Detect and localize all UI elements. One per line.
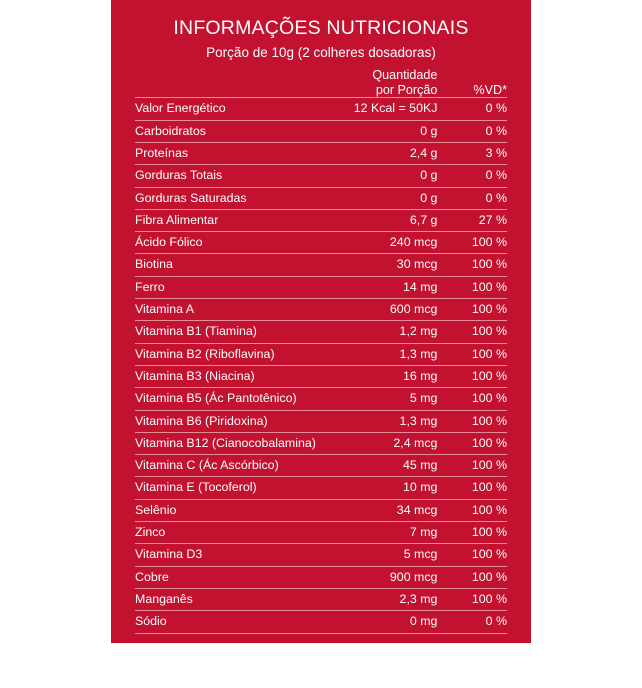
nutrient-quantity: 1,3 mg	[316, 343, 438, 365]
nutrient-quantity: 1,3 mg	[316, 410, 438, 432]
nutrient-daily-value: 100 %	[437, 588, 507, 610]
header-quantity	[316, 68, 438, 97]
nutrition-table-head	[135, 68, 507, 97]
nutrient-name: Vitamina B3 (Niacina)	[135, 365, 316, 387]
panel-title: INFORMAÇÕES NUTRICIONAIS	[173, 17, 469, 39]
table-row	[135, 499, 507, 521]
nutrient-name: Sódio	[135, 611, 316, 633]
nutrient-daily-value: 0 %	[437, 165, 507, 187]
nutrient-name: Vitamina A	[135, 299, 316, 321]
nutrient-quantity: 1,2 mg	[316, 321, 438, 343]
nutrient-quantity: 900 mcg	[316, 566, 438, 588]
table-row	[135, 209, 507, 231]
table-row	[135, 611, 507, 633]
nutrient-quantity: 30 mcg	[316, 254, 438, 276]
table-row	[135, 299, 507, 321]
nutrient-daily-value: 100 %	[437, 299, 507, 321]
table-row	[135, 187, 507, 209]
daily-value-footnote: *% Valores diários com base em uma dieta de 2000Kcal ou 8400Kj. Seus valores diários podem ser maiores ou menores dependendo de suas necessidades energéticas.	[135, 644, 499, 687]
nutrient-daily-value: 0 %	[437, 120, 507, 142]
table-row	[135, 98, 507, 120]
table-row	[135, 432, 507, 454]
nutrient-name: Zinco	[135, 522, 316, 544]
nutrient-daily-value: 0 %	[437, 187, 507, 209]
nutrient-daily-value: 27 %	[437, 209, 507, 231]
nutrient-name: Vitamina D3	[135, 544, 316, 566]
nutrient-quantity: 2,4 g	[316, 142, 438, 164]
nutrient-quantity: 5 mcg	[316, 544, 438, 566]
nutrient-name: Vitamina C (Ác Ascórbico)	[135, 455, 316, 477]
nutrient-daily-value: 100 %	[437, 499, 507, 521]
nutrition-table-body	[135, 98, 507, 633]
table-row	[135, 276, 507, 298]
nutrient-name: Ferro	[135, 276, 316, 298]
table-row	[135, 165, 507, 187]
nutrient-quantity: 0 g	[316, 165, 438, 187]
nutrition-table-wrapper	[111, 62, 531, 633]
table-row	[135, 142, 507, 164]
nutrient-name: Vitamina B5 (Ác Pantotênico)	[135, 388, 316, 410]
table-row	[135, 588, 507, 610]
nutrient-quantity: 0 g	[316, 120, 438, 142]
header-quantity-line1: Quantidade	[372, 68, 438, 83]
table-row	[135, 232, 507, 254]
header-nutrient	[135, 68, 316, 97]
nutrient-name: Gorduras Totais	[135, 165, 316, 187]
nutrient-quantity: 7 mg	[316, 522, 438, 544]
nutrient-daily-value: 100 %	[437, 343, 507, 365]
table-row	[135, 566, 507, 588]
nutrient-name: Manganês	[135, 588, 316, 610]
nutrient-quantity: 6,7 g	[316, 209, 438, 231]
table-row	[135, 455, 507, 477]
nutrient-name: Selênio	[135, 499, 316, 521]
serving-size-text: Porção de 10g (2 colheres dosadoras)	[206, 45, 436, 61]
nutrient-quantity: 0 mg	[316, 611, 438, 633]
nutrient-daily-value: 100 %	[437, 566, 507, 588]
nutrient-quantity: 240 mcg	[316, 232, 438, 254]
nutrient-daily-value: 3 %	[437, 142, 507, 164]
nutrient-name: Vitamina B6 (Piridoxina)	[135, 410, 316, 432]
nutrient-name: Vitamina B12 (Cianocobalamina)	[135, 432, 316, 454]
table-row	[135, 254, 507, 276]
nutrient-daily-value: 0 %	[437, 611, 507, 633]
nutrient-daily-value: 100 %	[437, 522, 507, 544]
nutrient-quantity: 12 Kcal = 50KJ	[316, 98, 438, 120]
nutrient-daily-value: 100 %	[437, 388, 507, 410]
nutrient-daily-value: 100 %	[437, 276, 507, 298]
nutrient-name: Vitamina B2 (Riboflavina)	[135, 343, 316, 365]
header-daily-value: %VD*	[473, 82, 507, 97]
table-row	[135, 477, 507, 499]
nutrient-daily-value: 100 %	[437, 410, 507, 432]
table-row	[135, 410, 507, 432]
nutrient-name: Gorduras Saturadas	[135, 187, 316, 209]
table-row	[135, 544, 507, 566]
table-row	[135, 388, 507, 410]
header-quantity-line2: por Porção	[375, 82, 438, 97]
nutrient-daily-value: 100 %	[437, 544, 507, 566]
nutrient-quantity: 45 mg	[316, 455, 438, 477]
nutrient-name: Cobre	[135, 566, 316, 588]
nutrient-quantity: 10 mg	[316, 477, 438, 499]
table-row	[135, 321, 507, 343]
nutrient-daily-value: 100 %	[437, 432, 507, 454]
nutrient-quantity: 2,4 mcg	[316, 432, 438, 454]
nutrient-daily-value: 100 %	[437, 321, 507, 343]
nutrient-daily-value: 100 %	[437, 477, 507, 499]
nutrient-quantity: 600 mcg	[316, 299, 438, 321]
nutrient-quantity: 5 mg	[316, 388, 438, 410]
nutrient-daily-value: 100 %	[437, 254, 507, 276]
nutrient-quantity: 2,3 mg	[316, 588, 438, 610]
nutrition-table	[135, 68, 507, 633]
table-row	[135, 522, 507, 544]
nutrient-name: Vitamina B1 (Tiamina)	[135, 321, 316, 343]
nutrition-facts-panel	[111, 0, 531, 687]
nutrient-daily-value: 100 %	[437, 455, 507, 477]
nutrient-name: Proteínas	[135, 142, 316, 164]
table-row	[135, 343, 507, 365]
nutrient-quantity: 16 mg	[316, 365, 438, 387]
nutrient-quantity: 0 g	[316, 187, 438, 209]
nutrient-name: Fibra Alimentar	[135, 209, 316, 231]
nutrient-daily-value: 100 %	[437, 365, 507, 387]
nutrient-quantity: 34 mcg	[316, 499, 438, 521]
table-row	[135, 365, 507, 387]
nutrient-name: Biotina	[135, 254, 316, 276]
nutrient-name: Vitamina E (Tocoferol)	[135, 477, 316, 499]
nutrient-quantity: 14 mg	[316, 276, 438, 298]
nutrient-name: Valor Energético	[135, 98, 316, 120]
nutrient-daily-value: 0 %	[437, 98, 507, 120]
table-header-row	[135, 68, 507, 97]
nutrient-name: Ácido Fólico	[135, 232, 316, 254]
table-row	[135, 120, 507, 142]
nutrient-daily-value: 100 %	[437, 232, 507, 254]
nutrient-name: Carboidratos	[135, 120, 316, 142]
